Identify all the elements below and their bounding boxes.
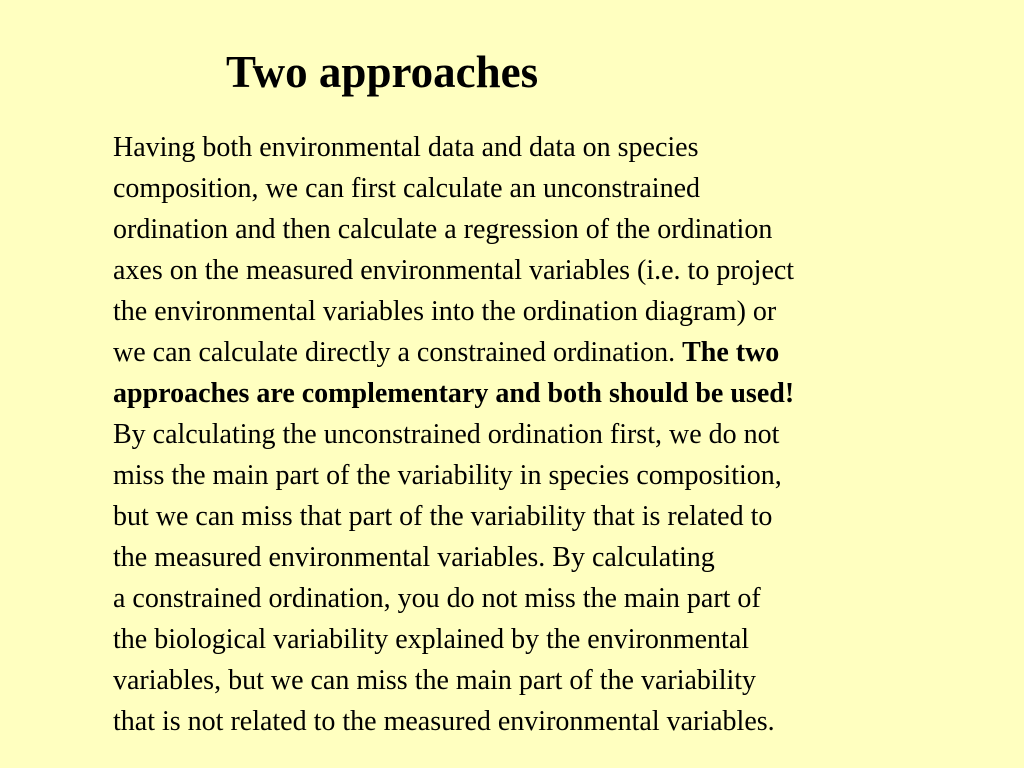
body-text: By calculating the unconstrained ordination first, we do not [113,419,780,450]
body-line [113,414,963,455]
body-text: that is not related to the measured environmental variables. [113,706,775,737]
body-text: Having both environmental data and data on species [113,132,699,163]
body-line [113,291,963,332]
body-line [113,168,963,209]
body-line [113,701,963,742]
body-line [113,209,963,250]
body-line [113,455,963,496]
body-text: axes on the measured environmental variables (i.e. to project [113,255,795,286]
body-text: composition, we can first calculate an unconstrained [113,173,701,204]
body-line [113,127,963,168]
body-line [113,250,963,291]
slide-body [113,127,963,742]
body-text: but we can miss that part of the variability that is related to [113,501,773,532]
body-line [113,660,963,701]
body-text: we can calculate directly a constrained ordination. [113,337,683,368]
body-line [113,332,963,373]
body-line [113,619,963,660]
slide-title: Two approaches [226,47,539,97]
emphasis-text: The two [682,337,780,368]
emphasis-text: approaches are complementary and both should be used! [113,378,795,409]
body-text: the biological variability explained by the environmental [113,624,750,655]
body-text: the environmental variables into the ordination diagram) or [113,296,777,327]
body-text: a constrained ordination, you do not miss the main part of [113,583,761,614]
body-text: ordination and then calculate a regression of the ordination [113,214,773,245]
body-line [113,373,963,414]
body-line [113,496,963,537]
body-text: variables, but we can miss the main part of the variability [113,665,757,696]
body-text: miss the main part of the variability in species composition, [113,460,782,491]
body-line [113,537,963,578]
body-text: the measured environmental variables. By calculating [113,542,715,573]
body-line [113,578,963,619]
